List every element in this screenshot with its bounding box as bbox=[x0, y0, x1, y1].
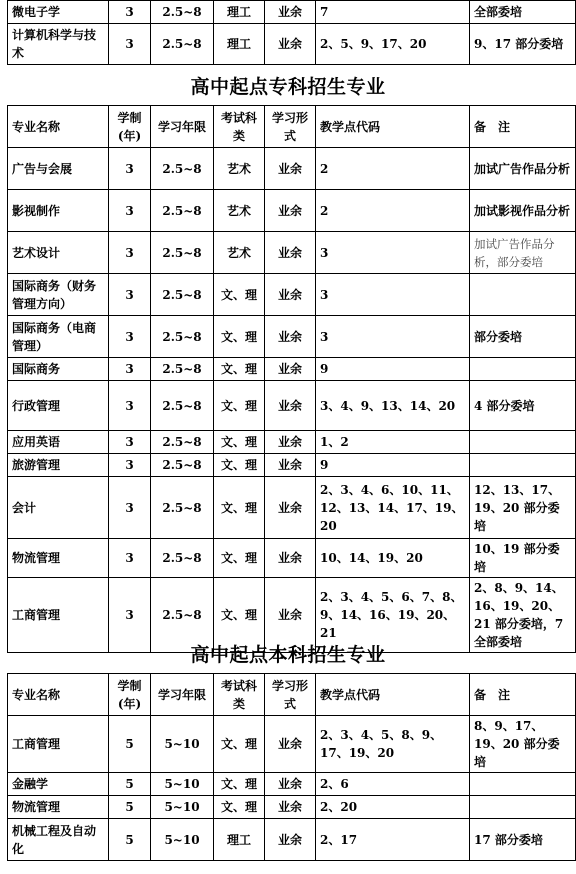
note-cell bbox=[470, 431, 576, 454]
period-cell: 2.5~8 bbox=[151, 477, 214, 539]
period-cell: 2.5~8 bbox=[151, 148, 214, 190]
form-cell: 业余 bbox=[265, 232, 316, 274]
years-cell: 3 bbox=[109, 274, 151, 316]
codes-cell: 2、3、4、5、6、7、8、9、14、16、19、20、21 bbox=[316, 578, 470, 653]
major-name: 物流管理 bbox=[8, 539, 109, 578]
header-row bbox=[8, 674, 576, 716]
codes-cell: 3 bbox=[316, 274, 470, 316]
note-cell: 12、13、17、19、20 部分委培 bbox=[470, 477, 576, 539]
major-name: 广告与会展 bbox=[8, 148, 109, 190]
codes-cell: 9 bbox=[316, 358, 470, 381]
period-cell: 2.5~8 bbox=[151, 274, 214, 316]
form-cell: 业余 bbox=[265, 381, 316, 431]
period-cell: 2.5~8 bbox=[151, 578, 214, 653]
form-cell: 业余 bbox=[265, 454, 316, 477]
major-name: 艺术设计 bbox=[8, 232, 109, 274]
years-cell: 3 bbox=[109, 232, 151, 274]
category-cell: 文、理 bbox=[214, 578, 265, 653]
header-form: 学习形式 bbox=[265, 674, 316, 716]
note-cell: 加试广告作品分析 bbox=[470, 148, 576, 190]
major-name: 工商管理 bbox=[8, 716, 109, 773]
codes-cell: 2、5、9、17、20 bbox=[316, 24, 470, 65]
form-cell: 业余 bbox=[265, 358, 316, 381]
major-name: 行政管理 bbox=[8, 381, 109, 431]
codes-cell: 2、20 bbox=[316, 796, 470, 819]
category-cell: 文、理 bbox=[214, 358, 265, 381]
table-row bbox=[8, 477, 576, 539]
note-cell: 部分委培 bbox=[470, 316, 576, 358]
category-cell: 文、理 bbox=[214, 539, 265, 578]
period-cell: 2.5~8 bbox=[151, 539, 214, 578]
codes-cell: 3、4、9、13、14、20 bbox=[316, 381, 470, 431]
years-cell: 3 bbox=[109, 190, 151, 232]
table-row bbox=[8, 1, 576, 24]
table-row bbox=[8, 190, 576, 232]
codes-cell: 3 bbox=[316, 316, 470, 358]
table-row bbox=[8, 796, 576, 819]
form-cell: 业余 bbox=[265, 578, 316, 653]
header-category: 考试科类 bbox=[214, 106, 265, 148]
codes-cell: 1、2 bbox=[316, 431, 470, 454]
period-cell: 2.5~8 bbox=[151, 316, 214, 358]
codes-cell: 9 bbox=[316, 454, 470, 477]
header-years: 学制(年) bbox=[109, 106, 151, 148]
header-row bbox=[8, 106, 576, 148]
major-name: 国际商务（财务管理方向） bbox=[8, 274, 109, 316]
note-cell bbox=[470, 274, 576, 316]
years-cell: 3 bbox=[109, 578, 151, 653]
major-name: 应用英语 bbox=[8, 431, 109, 454]
codes-cell: 3 bbox=[316, 232, 470, 274]
years-cell: 3 bbox=[109, 477, 151, 539]
period-cell: 5~10 bbox=[151, 819, 214, 861]
form-cell: 业余 bbox=[265, 796, 316, 819]
period-cell: 5~10 bbox=[151, 796, 214, 819]
years-cell: 3 bbox=[109, 316, 151, 358]
note-cell bbox=[470, 454, 576, 477]
major-name: 国际商务 bbox=[8, 358, 109, 381]
major-name: 微电子学 bbox=[8, 1, 109, 24]
period-cell: 2.5~8 bbox=[151, 232, 214, 274]
codes-cell: 2 bbox=[316, 148, 470, 190]
top-table bbox=[7, 0, 576, 65]
category-cell: 文、理 bbox=[214, 477, 265, 539]
form-cell: 业余 bbox=[265, 773, 316, 796]
table-row bbox=[8, 431, 576, 454]
codes-cell: 2、17 bbox=[316, 819, 470, 861]
major-name: 物流管理 bbox=[8, 796, 109, 819]
period-cell: 2.5~8 bbox=[151, 358, 214, 381]
years-cell: 3 bbox=[109, 148, 151, 190]
form-cell: 业余 bbox=[265, 148, 316, 190]
years-cell: 3 bbox=[109, 1, 151, 24]
period-cell: 2.5~8 bbox=[151, 431, 214, 454]
major-name: 国际商务（电商管理） bbox=[8, 316, 109, 358]
major-name: 金融学 bbox=[8, 773, 109, 796]
years-cell: 5 bbox=[109, 819, 151, 861]
period-cell: 2.5~8 bbox=[151, 1, 214, 24]
years-cell: 3 bbox=[109, 539, 151, 578]
note-cell: 17 部分委培 bbox=[470, 819, 576, 861]
category-cell: 理工 bbox=[214, 1, 265, 24]
table-row bbox=[8, 148, 576, 190]
years-cell: 3 bbox=[109, 381, 151, 431]
header-form: 学习形式 bbox=[265, 106, 316, 148]
table-row bbox=[8, 716, 576, 773]
note-cell: 加试广告作品分析，部分委培 bbox=[470, 232, 576, 274]
major-name: 会计 bbox=[8, 477, 109, 539]
zhuanke-table bbox=[7, 105, 576, 653]
period-cell: 2.5~8 bbox=[151, 454, 214, 477]
category-cell: 文、理 bbox=[214, 274, 265, 316]
years-cell: 5 bbox=[109, 773, 151, 796]
form-cell: 业余 bbox=[265, 431, 316, 454]
benke-table bbox=[7, 673, 576, 861]
category-cell: 文、理 bbox=[214, 773, 265, 796]
years-cell: 5 bbox=[109, 796, 151, 819]
note-cell: 8、9、17、19、20 部分委培 bbox=[470, 716, 576, 773]
codes-cell: 2 bbox=[316, 190, 470, 232]
category-cell: 文、理 bbox=[214, 431, 265, 454]
table-row bbox=[8, 358, 576, 381]
major-name: 工商管理 bbox=[8, 578, 109, 653]
years-cell: 3 bbox=[109, 431, 151, 454]
table-row bbox=[8, 316, 576, 358]
form-cell: 业余 bbox=[265, 477, 316, 539]
form-cell: 业余 bbox=[265, 24, 316, 65]
major-name: 计算机科学与技术 bbox=[8, 24, 109, 65]
section-title-zhuanke: 高中起点专科招生专业 bbox=[190, 76, 386, 98]
note-cell: 加试影视作品分析 bbox=[470, 190, 576, 232]
codes-cell: 2、3、4、6、10、11、12、13、14、17、19、20 bbox=[316, 477, 470, 539]
form-cell: 业余 bbox=[265, 716, 316, 773]
major-name: 影视制作 bbox=[8, 190, 109, 232]
category-cell: 文、理 bbox=[214, 316, 265, 358]
category-cell: 文、理 bbox=[214, 796, 265, 819]
table-row bbox=[8, 819, 576, 861]
category-cell: 艺术 bbox=[214, 190, 265, 232]
period-cell: 5~10 bbox=[151, 716, 214, 773]
codes-cell: 2、3、4、5、8、9、17、19、20 bbox=[316, 716, 470, 773]
period-cell: 2.5~8 bbox=[151, 24, 214, 65]
note-cell bbox=[470, 358, 576, 381]
table-row bbox=[8, 232, 576, 274]
years-cell: 3 bbox=[109, 24, 151, 65]
years-cell: 5 bbox=[109, 716, 151, 773]
form-cell: 业余 bbox=[265, 190, 316, 232]
codes-cell: 7 bbox=[316, 1, 470, 24]
header-name: 专业名称 bbox=[8, 106, 109, 148]
header-period: 学习年限 bbox=[151, 674, 214, 716]
category-cell: 艺术 bbox=[214, 148, 265, 190]
section-title-benke: 高中起点本科招生专业 bbox=[190, 644, 386, 666]
header-name: 专业名称 bbox=[8, 674, 109, 716]
header-years: 学制(年) bbox=[109, 674, 151, 716]
period-cell: 2.5~8 bbox=[151, 190, 214, 232]
codes-cell: 10、14、19、20 bbox=[316, 539, 470, 578]
years-cell: 3 bbox=[109, 454, 151, 477]
table-row bbox=[8, 381, 576, 431]
note-cell: 2、8、9、14、16、19、20、21 部分委培，7 全部委培 bbox=[470, 578, 576, 653]
note-cell: 9、17 部分委培 bbox=[470, 24, 576, 65]
note-cell: 4 部分委培 bbox=[470, 381, 576, 431]
period-cell: 2.5~8 bbox=[151, 381, 214, 431]
note-cell: 全部委培 bbox=[470, 1, 576, 24]
table-row bbox=[8, 24, 576, 65]
years-cell: 3 bbox=[109, 358, 151, 381]
form-cell: 业余 bbox=[265, 539, 316, 578]
major-name: 旅游管理 bbox=[8, 454, 109, 477]
table-row bbox=[8, 274, 576, 316]
form-cell: 业余 bbox=[265, 274, 316, 316]
category-cell: 文、理 bbox=[214, 454, 265, 477]
category-cell: 文、理 bbox=[214, 381, 265, 431]
form-cell: 业余 bbox=[265, 316, 316, 358]
category-cell: 文、理 bbox=[214, 716, 265, 773]
category-cell: 理工 bbox=[214, 819, 265, 861]
category-cell: 理工 bbox=[214, 24, 265, 65]
header-codes: 教学点代码 bbox=[316, 674, 470, 716]
header-codes: 教学点代码 bbox=[316, 106, 470, 148]
note-cell bbox=[470, 773, 576, 796]
codes-cell: 2、6 bbox=[316, 773, 470, 796]
header-note: 备 注 bbox=[470, 106, 576, 148]
note-cell: 10、19 部分委培 bbox=[470, 539, 576, 578]
table-row bbox=[8, 454, 576, 477]
period-cell: 5~10 bbox=[151, 773, 214, 796]
header-category: 考试科类 bbox=[214, 674, 265, 716]
table-row bbox=[8, 773, 576, 796]
header-note: 备 注 bbox=[470, 674, 576, 716]
major-name: 机械工程及自动化 bbox=[8, 819, 109, 861]
form-cell: 业余 bbox=[265, 1, 316, 24]
note-cell bbox=[470, 796, 576, 819]
category-cell: 艺术 bbox=[214, 232, 265, 274]
header-period: 学习年限 bbox=[151, 106, 214, 148]
form-cell: 业余 bbox=[265, 819, 316, 861]
table-row bbox=[8, 539, 576, 578]
